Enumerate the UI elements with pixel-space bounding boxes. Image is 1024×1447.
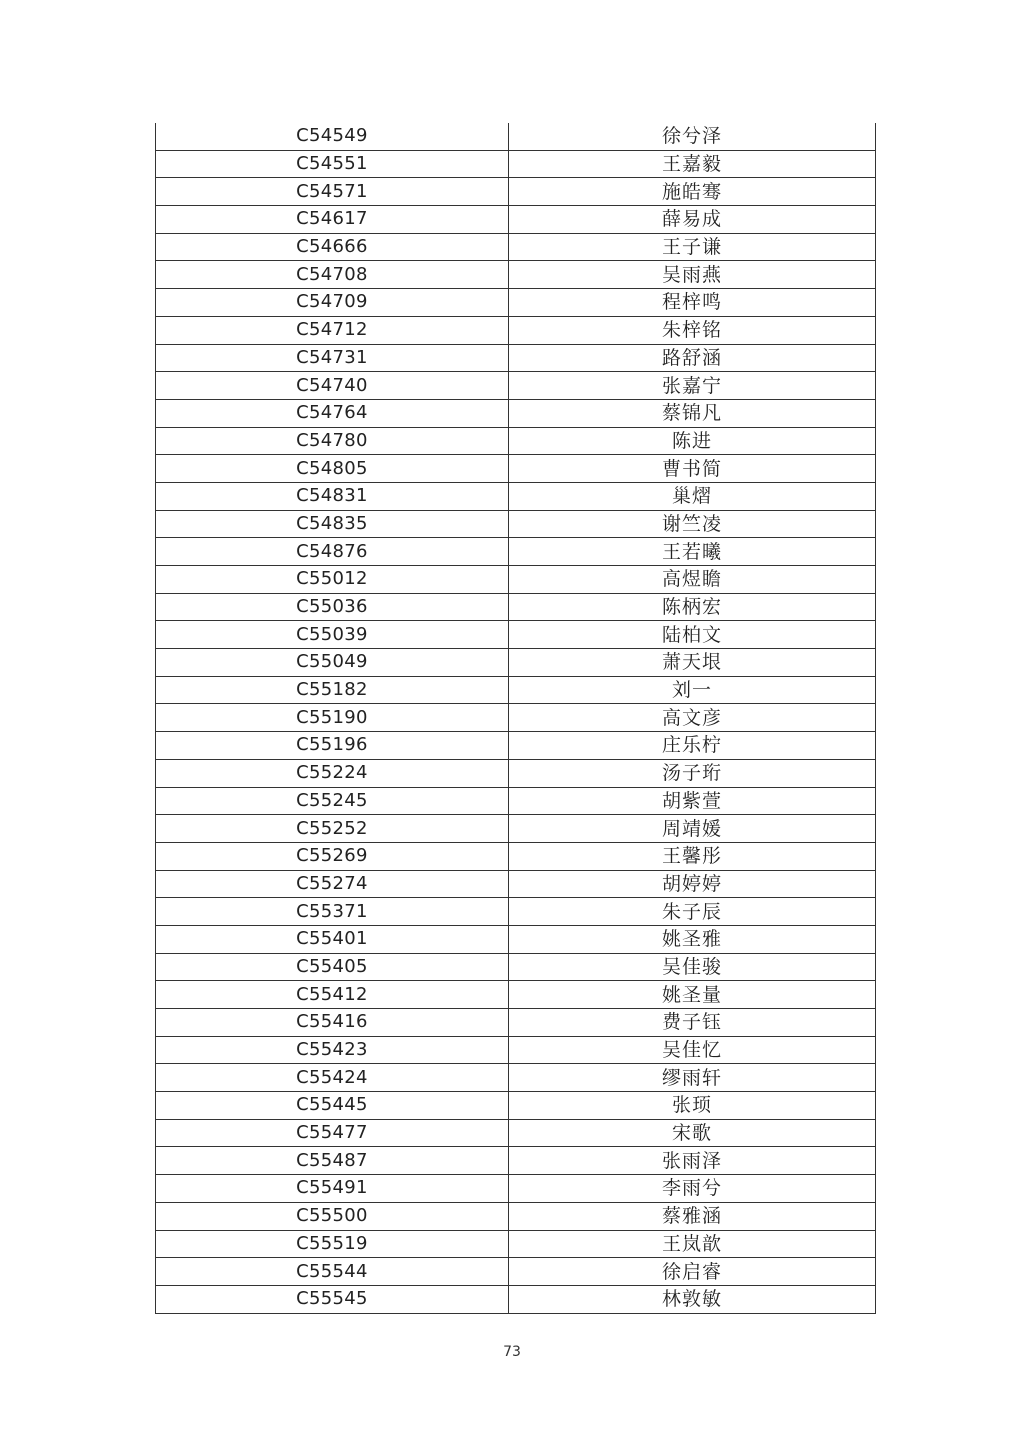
- name-cell: 徐兮泽: [509, 123, 876, 150]
- id-cell: C55182: [156, 676, 509, 704]
- name-cell: 吴雨燕: [509, 261, 876, 289]
- name-cell: 路舒涵: [509, 344, 876, 372]
- id-cell: C55519: [156, 1230, 509, 1258]
- table-row: [156, 206, 876, 234]
- id-cell: C54708: [156, 261, 509, 289]
- name-cell: 曹书简: [509, 455, 876, 483]
- name-cell: 蔡雅涵: [509, 1202, 876, 1230]
- id-cell: C55424: [156, 1064, 509, 1092]
- id-cell: C54617: [156, 206, 509, 234]
- table-row: [156, 1230, 876, 1258]
- table-row: [156, 372, 876, 400]
- name-cell: 胡婷婷: [509, 870, 876, 898]
- name-cell: 姚圣雅: [509, 925, 876, 953]
- table-row: [156, 621, 876, 649]
- table-row: [156, 1036, 876, 1064]
- id-cell: C54549: [156, 123, 509, 150]
- table-row: [156, 649, 876, 677]
- id-cell: C55190: [156, 704, 509, 732]
- id-cell: C54712: [156, 316, 509, 344]
- id-cell: C54740: [156, 372, 509, 400]
- id-cell: C55491: [156, 1175, 509, 1203]
- name-cell: 高煜瞻: [509, 566, 876, 594]
- id-cell: C54551: [156, 150, 509, 178]
- name-cell: 汤子珩: [509, 759, 876, 787]
- id-cell: C55252: [156, 815, 509, 843]
- name-cell: 李雨兮: [509, 1175, 876, 1203]
- id-cell: C54835: [156, 510, 509, 538]
- id-cell: C55039: [156, 621, 509, 649]
- id-cell: C54876: [156, 538, 509, 566]
- id-cell: C54666: [156, 233, 509, 261]
- name-cell: 程梓鸣: [509, 289, 876, 317]
- id-cell: C55401: [156, 925, 509, 953]
- id-cell: C55269: [156, 842, 509, 870]
- id-cell: C54764: [156, 399, 509, 427]
- table-row: [156, 178, 876, 206]
- id-cell: C55012: [156, 566, 509, 594]
- name-cell: 张顼: [509, 1092, 876, 1120]
- name-cell: 薛易成: [509, 206, 876, 234]
- table-row: [156, 1258, 876, 1286]
- table-row: [156, 482, 876, 510]
- name-cell: 张雨泽: [509, 1147, 876, 1175]
- table-row: [156, 538, 876, 566]
- id-cell: C55445: [156, 1092, 509, 1120]
- name-cell: 陆柏文: [509, 621, 876, 649]
- table-row: [156, 566, 876, 594]
- id-cell: C55049: [156, 649, 509, 677]
- table-row: [156, 704, 876, 732]
- name-cell: 周靖媛: [509, 815, 876, 843]
- id-cell: C55487: [156, 1147, 509, 1175]
- id-cell: C54805: [156, 455, 509, 483]
- table-row: [156, 1009, 876, 1037]
- table-row: [156, 815, 876, 843]
- id-cell: C55274: [156, 870, 509, 898]
- name-cell: 宋歌: [509, 1119, 876, 1147]
- name-cell: 高文彦: [509, 704, 876, 732]
- table-row: [156, 427, 876, 455]
- name-cell: 巢熠: [509, 482, 876, 510]
- roster-table-body: [156, 123, 876, 1313]
- name-cell: 庄乐柠: [509, 732, 876, 760]
- id-cell: C54709: [156, 289, 509, 317]
- id-cell: C55245: [156, 787, 509, 815]
- table-row: [156, 316, 876, 344]
- table-row: [156, 898, 876, 926]
- name-cell: 徐启睿: [509, 1258, 876, 1286]
- table-row: [156, 455, 876, 483]
- table-row: [156, 787, 876, 815]
- name-cell: 王岚歆: [509, 1230, 876, 1258]
- table-row: [156, 732, 876, 760]
- table-row: [156, 233, 876, 261]
- table-row: [156, 593, 876, 621]
- name-cell: 蔡锦凡: [509, 399, 876, 427]
- id-cell: C54731: [156, 344, 509, 372]
- name-cell: 施皓骞: [509, 178, 876, 206]
- id-cell: C55423: [156, 1036, 509, 1064]
- table-row: [156, 261, 876, 289]
- name-cell: 张嘉宁: [509, 372, 876, 400]
- table-row: [156, 870, 876, 898]
- id-cell: C55416: [156, 1009, 509, 1037]
- roster-table: [155, 123, 876, 1314]
- table-row: [156, 1147, 876, 1175]
- table-row: [156, 150, 876, 178]
- id-cell: C55500: [156, 1202, 509, 1230]
- name-cell: 王馨彤: [509, 842, 876, 870]
- id-cell: C55371: [156, 898, 509, 926]
- id-cell: C54780: [156, 427, 509, 455]
- name-cell: 缪雨轩: [509, 1064, 876, 1092]
- name-cell: 胡紫萱: [509, 787, 876, 815]
- id-cell: C55545: [156, 1285, 509, 1313]
- id-cell: C54571: [156, 178, 509, 206]
- table-row: [156, 399, 876, 427]
- table-row: [156, 1092, 876, 1120]
- table-row: [156, 925, 876, 953]
- table-row: [156, 1202, 876, 1230]
- table-row: [156, 1175, 876, 1203]
- id-cell: C54831: [156, 482, 509, 510]
- name-cell: 朱梓铭: [509, 316, 876, 344]
- table-row: [156, 1285, 876, 1313]
- table-row: [156, 344, 876, 372]
- table-row: [156, 1064, 876, 1092]
- table-row: [156, 289, 876, 317]
- name-cell: 谢竺凌: [509, 510, 876, 538]
- id-cell: C55477: [156, 1119, 509, 1147]
- id-cell: C55544: [156, 1258, 509, 1286]
- page-number: 73: [503, 1344, 521, 1360]
- table-row: [156, 676, 876, 704]
- name-cell: 吴佳忆: [509, 1036, 876, 1064]
- id-cell: C55196: [156, 732, 509, 760]
- table-row: [156, 842, 876, 870]
- table-row: [156, 123, 876, 150]
- table-row: [156, 510, 876, 538]
- table-row: [156, 1119, 876, 1147]
- table-row: [156, 953, 876, 981]
- name-cell: 朱子辰: [509, 898, 876, 926]
- name-cell: 王子谦: [509, 233, 876, 261]
- table-row: [156, 759, 876, 787]
- id-cell: C55405: [156, 953, 509, 981]
- name-cell: 王若曦: [509, 538, 876, 566]
- id-cell: C55036: [156, 593, 509, 621]
- name-cell: 萧天垠: [509, 649, 876, 677]
- table-row: [156, 981, 876, 1009]
- name-cell: 王嘉毅: [509, 150, 876, 178]
- id-cell: C55224: [156, 759, 509, 787]
- name-cell: 林敦敏: [509, 1285, 876, 1313]
- name-cell: 姚圣量: [509, 981, 876, 1009]
- id-cell: C55412: [156, 981, 509, 1009]
- name-cell: 刘一: [509, 676, 876, 704]
- name-cell: 陈柄宏: [509, 593, 876, 621]
- name-cell: 陈进: [509, 427, 876, 455]
- name-cell: 费子钰: [509, 1009, 876, 1037]
- name-cell: 吴佳骏: [509, 953, 876, 981]
